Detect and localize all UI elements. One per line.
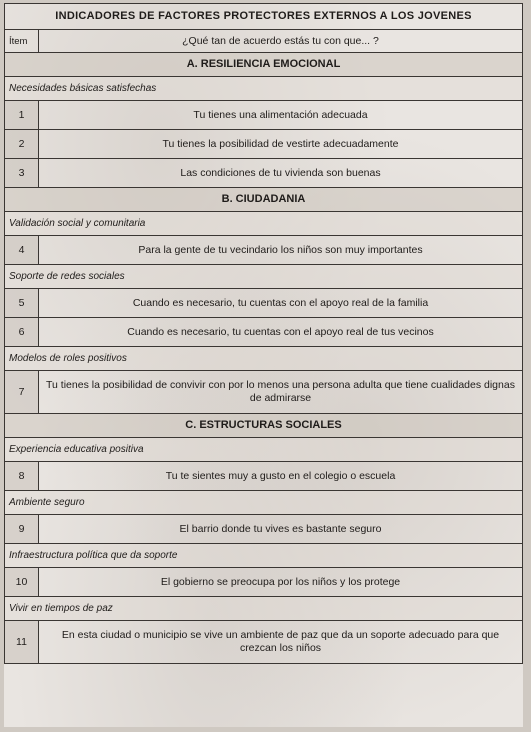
section-title-a: A. RESILIENCIA EMOCIONAL: [5, 53, 523, 77]
question-column-header: ¿Qué tan de acuerdo estás tu con que... ?: [39, 30, 523, 53]
subsection-title: Ambiente seguro: [5, 491, 523, 515]
table-row: [5, 568, 523, 597]
table-row: [5, 159, 523, 188]
item-text: Las condiciones de tu vivienda son buenas: [39, 159, 523, 188]
item-text: En esta ciudad o municipio se vive un ambiente de paz que da un soporte adecuado para que crezcan los niños: [39, 621, 523, 664]
item-number: 10: [5, 568, 39, 597]
subsection-row: [5, 597, 523, 621]
subsection-row: [5, 491, 523, 515]
table-row: [5, 515, 523, 544]
subsection-row: [5, 347, 523, 371]
table-title-row: [5, 4, 523, 30]
subsection-row: [5, 544, 523, 568]
subsection-title: Validación social y comunitaria: [5, 212, 523, 236]
document-page: [4, 3, 523, 727]
table-row: [5, 621, 523, 664]
subsection-title: Experiencia educativa positiva: [5, 438, 523, 462]
item-text: Para la gente de tu vecindario los niños son muy importantes: [39, 236, 523, 265]
item-number: 11: [5, 621, 39, 664]
item-number: 3: [5, 159, 39, 188]
section-header-row: [5, 53, 523, 77]
subsection-title: Soporte de redes sociales: [5, 265, 523, 289]
table-row: [5, 289, 523, 318]
subsection-title: Infraestructura política que da soporte: [5, 544, 523, 568]
table-title: INDICADORES DE FACTORES PROTECTORES EXTERNOS A LOS JOVENES: [5, 4, 523, 30]
item-text: El barrio donde tu vives es bastante seguro: [39, 515, 523, 544]
table-row: [5, 130, 523, 159]
table-row: [5, 371, 523, 414]
section-header-row: [5, 188, 523, 212]
item-text: Tu tienes la posibilidad de vestirte adecuadamente: [39, 130, 523, 159]
subsection-title: Vivir en tiempos de paz: [5, 597, 523, 621]
item-number: 4: [5, 236, 39, 265]
subsection-row: [5, 77, 523, 101]
column-header-row: [5, 30, 523, 53]
subsection-title: Necesidades básicas satisfechas: [5, 77, 523, 101]
item-number: 2: [5, 130, 39, 159]
item-text: Cuando es necesario, tu cuentas con el apoyo real de tus vecinos: [39, 318, 523, 347]
item-text: El gobierno se preocupa por los niños y los protege: [39, 568, 523, 597]
item-number: 9: [5, 515, 39, 544]
item-text: Tu tienes la posibilidad de convivir con por lo menos una persona adulta que tiene cualidades dignas de admirarse: [39, 371, 523, 414]
item-number: 1: [5, 101, 39, 130]
subsection-row: [5, 265, 523, 289]
table-row: [5, 236, 523, 265]
subsection-title: Modelos de roles positivos: [5, 347, 523, 371]
table-row: [5, 318, 523, 347]
subsection-row: [5, 438, 523, 462]
section-title-c: C. ESTRUCTURAS SOCIALES: [5, 414, 523, 438]
table-row: [5, 101, 523, 130]
item-text: Tu tienes una alimentación adecuada: [39, 101, 523, 130]
item-number: 6: [5, 318, 39, 347]
table-row: [5, 462, 523, 491]
item-number: 5: [5, 289, 39, 318]
item-number: 8: [5, 462, 39, 491]
subsection-row: [5, 212, 523, 236]
item-number: 7: [5, 371, 39, 414]
protective-factors-table: [4, 3, 523, 664]
section-header-row: [5, 414, 523, 438]
item-text: Cuando es necesario, tu cuentas con el apoyo real de la familia: [39, 289, 523, 318]
item-column-header: Ítem: [5, 30, 39, 53]
item-text: Tu te sientes muy a gusto en el colegio o escuela: [39, 462, 523, 491]
section-title-b: B. CIUDADANIA: [5, 188, 523, 212]
